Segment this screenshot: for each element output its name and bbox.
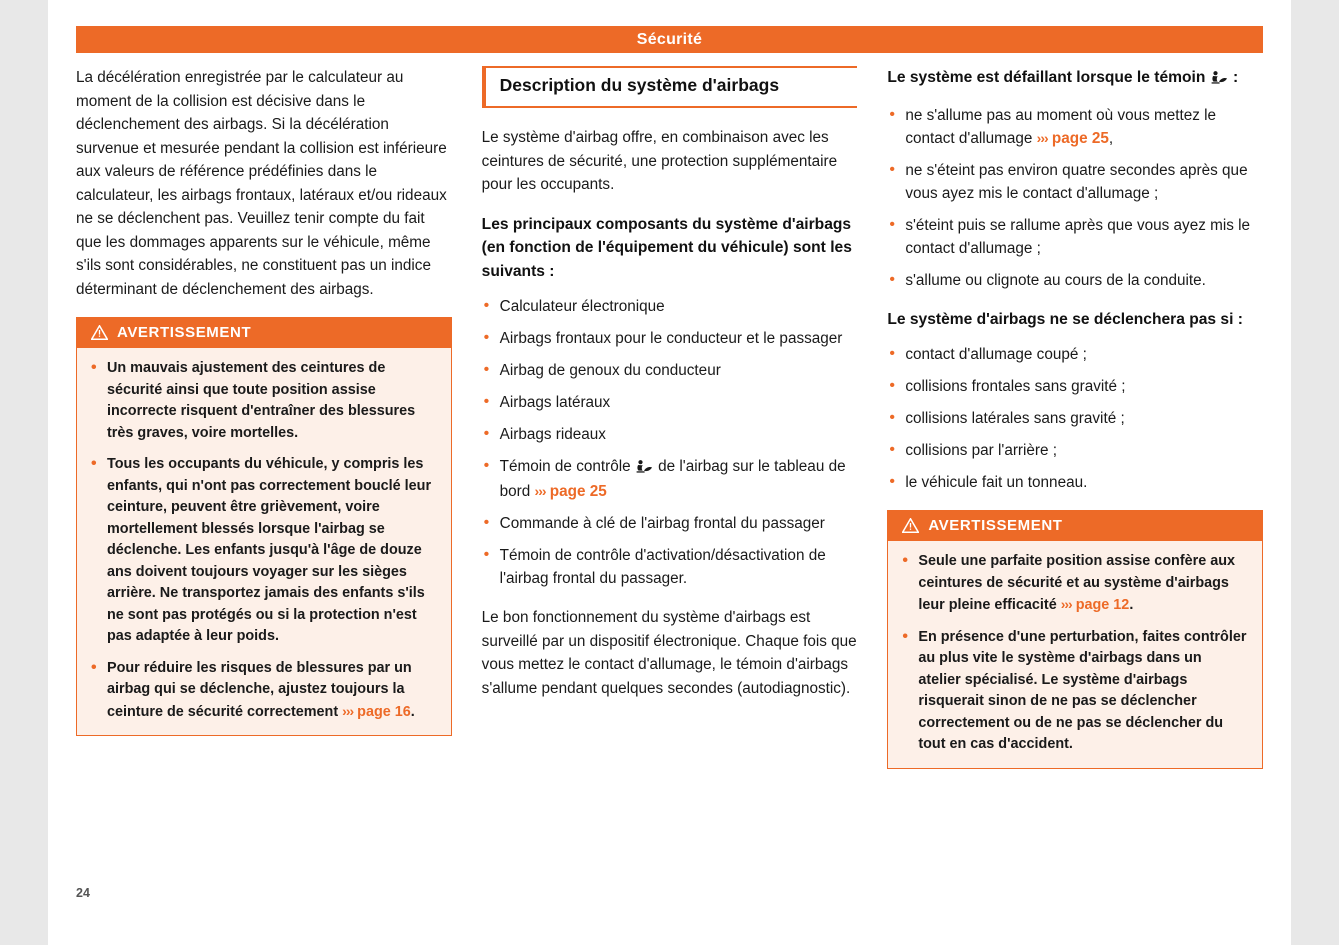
defect-list <box>887 104 1263 292</box>
warning-item <box>91 658 437 724</box>
warning-item: • Un mauvais ajustement des ceintures de sécurité ainsi que toute position assise incorrecte risquent d'entraîner des blessures très graves, voire mortelles. <box>91 358 437 444</box>
warning-box-left-body <box>77 348 451 735</box>
page-reference-link[interactable] <box>1061 597 1130 613</box>
defect-subtitle-text: Le système est défaillant lorsque le témoin <box>887 69 1210 86</box>
warning-triangle-icon <box>902 518 919 533</box>
warning-item <box>902 551 1248 617</box>
warning-box-right-header <box>888 511 1262 541</box>
column-middle <box>482 66 858 769</box>
page-number: 24 <box>76 886 90 900</box>
defect-subtitle <box>887 66 1263 92</box>
warning-triangle-icon <box>91 325 108 340</box>
section-outro: Le bon fonctionnement du système d'airbags est surveillé par un dispositif électronique. Chaque fois que vous mettez le contact d'allumage, le témoin d'airbags s'allume pendant quelques secondes (autodiagnostic). <box>481 609 857 697</box>
warning-item-tail: . <box>410 703 415 720</box>
warning-item: • Tous les occupants du véhicule, y compris les enfants, qui n'ont pas correctement bouclé leur ceinture, peuvent être grièvement, voire mortellement blessés lorsque l'airbag se déclenche. Les enfants jusqu'à l'âge de douze ans doivent toujours voyager sur les sièges arrière. Ne transportez jamais des enfants s'ils ne sont pas protégés ou si la protection n'est pas adaptée à leur poids. <box>91 454 437 648</box>
section-intro: Le système d'airbag offre, en combinaison avec les ceintures de sécurité, une protection supplémentaire pour les occupants. <box>481 129 838 193</box>
airbag-indicator-icon <box>1211 68 1228 92</box>
warning-box-right-title: AVERTISSEMENT <box>928 517 1063 534</box>
page-reference-label: page 16 <box>357 703 411 720</box>
list-item <box>887 104 1263 150</box>
list-item: • collisions frontales sans gravité ; <box>887 375 1263 398</box>
list-item: • ne s'éteint pas environ quatre secondes après que vous ayez mis le contact d'allumage ; <box>887 159 1263 205</box>
list-item: • s'allume ou clignote au cours de la conduite. <box>887 269 1263 292</box>
chevron-right-icon: ››› <box>1036 129 1048 146</box>
page-reference-label: page 25 <box>1051 129 1109 147</box>
intro-paragraph: La décélération enregistrée par le calculateur au moment de la collision est décisive dans le déclenchement des airbags. Si la décélération survenue et mesurée pendant la collision est inférieure aux valeurs de référence prédéfinies dans le calculateur, les airbags frontaux, latéraux et/ou rideaux ne se déclenchent pas. Veuillez tenir compte du fait que les dommages apparents sur le véhicule, même s'ils sont considérables, ne constituent pas un indice déterminant de déclenchement des airbags. <box>76 69 447 298</box>
list-item: • le véhicule fait un tonneau. <box>887 471 1263 494</box>
page-header: Sécurité <box>76 26 1263 53</box>
list-item: • Calculateur électronique <box>482 295 858 318</box>
list-item: • Témoin de contrôle d'activation/désactivation de l'airbag frontal du passager. <box>482 544 858 590</box>
list-item: • Airbags frontaux pour le conducteur et le passager <box>482 327 858 350</box>
warning-box-right <box>887 510 1263 769</box>
no-trigger-subtitle: Le système d'airbags ne se déclenchera pas si : <box>887 310 1243 328</box>
list-item: • Airbag de genoux du conducteur <box>482 359 858 382</box>
list-item: • contact d'allumage coupé ; <box>887 343 1263 366</box>
list-item: • collisions latérales sans gravité ; <box>887 407 1263 430</box>
page-reference-label: page 12 <box>1075 597 1130 613</box>
page-reference-link[interactable] <box>342 704 411 720</box>
page-reference-link[interactable] <box>1037 130 1109 147</box>
components-subtitle: Les principaux composants du système d'airbags (en fonction de l'équipement du véhicule) sont les suivants : <box>481 215 852 280</box>
warning-box-left-header <box>77 318 451 348</box>
chevron-right-icon: ››› <box>342 702 354 719</box>
warning-item-tail: . <box>1129 597 1134 613</box>
list-item: • Commande à clé de l'airbag frontal du passager <box>482 512 858 535</box>
defect-subtitle-text-2: : <box>1228 69 1239 86</box>
column-right <box>887 66 1263 769</box>
warning-item-text: Seule une parfaite position assise confère aux ceintures de sécurité et au système d'airbags leur pleine efficacité <box>918 553 1236 613</box>
list-item-tail: , <box>1108 129 1114 147</box>
list-item-text: ne s'allume pas au moment où vous mettez le contact d'allumage <box>905 106 1217 147</box>
page-reference-link[interactable] <box>535 483 607 500</box>
chevron-right-icon: ››› <box>534 483 546 499</box>
airbag-indicator-icon <box>636 457 653 480</box>
list-item: • s'éteint puis se rallume après que vous ayez mis le contact d'allumage ; <box>887 214 1263 260</box>
warning-item-text: Pour réduire les risques de blessures par un airbag qui se déclenche, ajustez toujours la ceinture de sécurité correctement <box>107 659 412 720</box>
warning-box-right-body <box>888 541 1262 768</box>
warning-box-left <box>76 317 452 736</box>
column-left <box>76 66 452 769</box>
page-columns <box>76 66 1263 769</box>
components-list <box>482 295 858 590</box>
list-item: • Airbags latéraux <box>482 391 858 414</box>
list-item-text: Témoin de contrôle <box>499 458 635 475</box>
list-item: • Airbags rideaux <box>482 423 858 446</box>
section-title: Description du système d'airbags <box>482 66 858 108</box>
chevron-right-icon: ››› <box>1060 596 1072 612</box>
no-trigger-list <box>887 343 1263 494</box>
document-page <box>48 0 1291 945</box>
list-item-text-2: de l'airbag sur le tableau de bord <box>499 458 846 500</box>
warning-box-left-title: AVERTISSEMENT <box>117 324 252 341</box>
list-item <box>482 455 858 503</box>
page-reference-label: page 25 <box>549 483 607 500</box>
list-item: • collisions par l'arrière ; <box>887 439 1263 462</box>
warning-item: • En présence d'une perturbation, faites contrôler au plus vite le système d'airbags dans un atelier spécialisé. Le système d'airbags risquerait sinon de ne pas se déclencher correctement ou de ne pas se déclencher du tout en cas d'accident. <box>902 627 1248 756</box>
